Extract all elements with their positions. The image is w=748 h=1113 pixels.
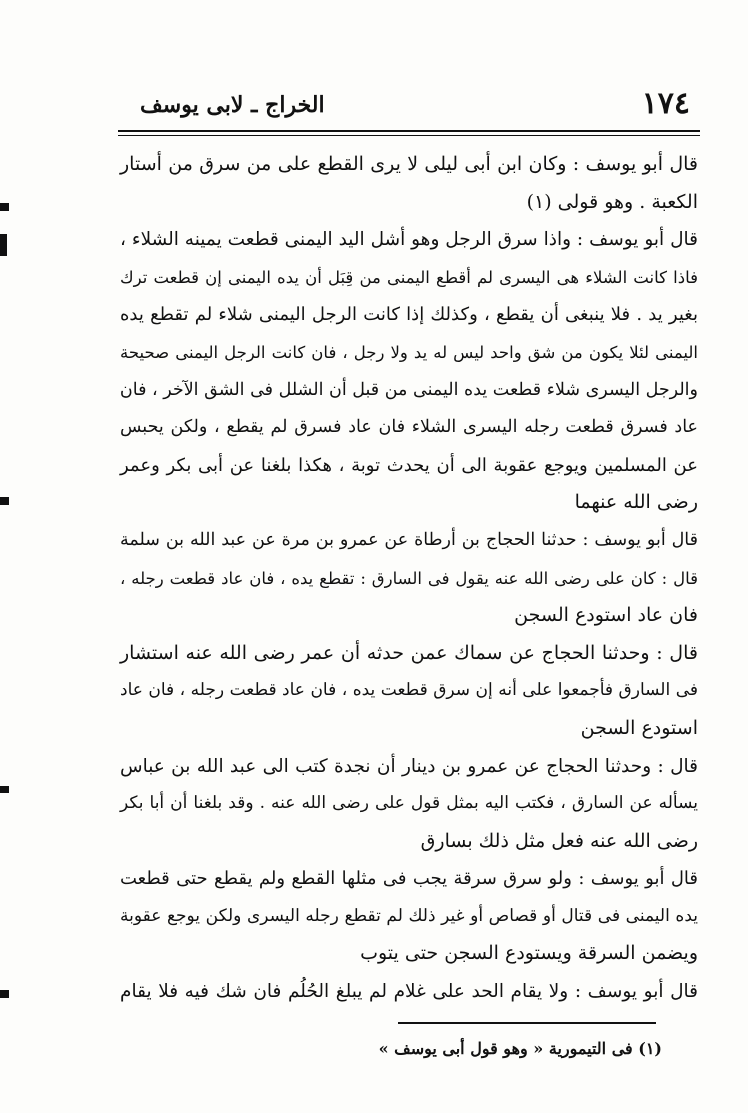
page-header: [130, 84, 690, 124]
binding-mark: [0, 203, 9, 211]
text-line: قال : وحدثنا الحجاج عن سماك عمن حدثه أن عمر رضى الله عنه استشار: [120, 641, 698, 664]
text-line: يسأله عن السارق ، فكتب اليه بمثل قول على رضى الله عنه . وقد بلغنا أن أبا بكر: [120, 793, 698, 814]
page-number: ١٧٤: [641, 86, 690, 121]
page-body: [120, 146, 698, 1011]
text-line: عن المسلمين ويوجع عقوبة الى أن يحدث توبة ، هكذا بلغنا عن أبى بكر وعمر: [120, 454, 698, 476]
text-line: بغير يد . فلا ينبغى أن يقطع ، وكذلك إذا كانت الرجل اليمنى شلاء لم تقطع يده: [120, 304, 698, 326]
paragraph: [120, 748, 698, 861]
text-line: قال أبو يوسف : ولا يقام الحد على غلام لم يبلغ الحُلُم فان شك فيه فلا يقام: [120, 981, 698, 1003]
text-line: رضى الله عنهما: [574, 491, 698, 514]
header-rule-thin: [118, 135, 700, 136]
footnote: (١) فى التيمورية « وهو قول أبى يوسف »: [378, 1039, 662, 1058]
binding-mark: [0, 497, 9, 505]
paragraph: [120, 635, 698, 748]
text-line: قال أبو يوسف : وكان ابن أبى ليلى لا يرى القطع على من سرق من أستار: [120, 153, 698, 175]
binding-mark: [0, 234, 7, 256]
footnote-rule: [398, 1022, 656, 1024]
text-line: والرجل اليسرى شلاء قطعت يده اليمنى من قبل أن الشلل فى الشق الآخر ، فان: [119, 379, 698, 400]
text-line: رضى الله عنه فعل مثل ذلك بسارق: [420, 829, 698, 852]
text-line: فاذا كانت الشلاء هى اليسرى لم أقطع اليمنى من قِبَل أن يده اليمنى إن قطعت ترك: [120, 267, 698, 287]
paragraph: [120, 522, 698, 635]
text-line: قال أبو يوسف : ولو سرق سرقة يجب فى مثلها القطع ولم يقطع حتى قطعت: [120, 868, 698, 890]
binding-mark: [0, 786, 9, 793]
text-line: فى السارق فأجمعوا على أنه إن سرق قطعت يده ، فان عاد قطعت رجله ، فان عاد: [120, 680, 698, 701]
text-line: استودع السجن: [580, 716, 698, 739]
text-line: فان عاد استودع السجن: [514, 604, 698, 627]
text-line: يده اليمنى فى قتال أو قصاص أو غير ذلك لم تقطع رجله اليسرى ولكن يوجع عقوبة: [120, 905, 698, 926]
binding-mark: [0, 990, 9, 998]
text-line: عاد فسرق قطعت رجله اليسرى الشلاء فان عاد فسرق لم يقطع ، ولكن يحبس: [120, 417, 698, 438]
text-line: اليمنى لئلا يكون من شق واحد ليس له يد ولا رجل ، فان كانت الرجل اليمنى صحيحة: [120, 342, 698, 362]
text-line: قال : وحدثنا الحجاج عن عمرو بن دينار أن نجدة كتب الى عبد الله بن عباس: [120, 755, 698, 777]
text-line: قال أبو يوسف : حدثنا الحجاج بن أرطاة عن عمرو بن مرة عن عبد الله بن سلمة: [120, 529, 698, 550]
text-line: قال أبو يوسف : واذا سرق الرجل وهو أشل اليد اليمنى قطعت يمينه الشلاء ،: [120, 229, 698, 251]
paragraph: [120, 146, 698, 221]
text-line: الكعبة . وهو قولى (١): [526, 190, 698, 213]
header-rule: [118, 130, 700, 132]
paragraph: [120, 221, 698, 522]
paragraph: [120, 860, 698, 973]
text-line: ويضمن السرقة ويستودع السجن حتى يتوب: [360, 942, 698, 965]
paragraph: [120, 973, 698, 1011]
text-line: قال : كان على رضى الله عنه يقول فى السارق : تقطع يده ، فان عاد قطعت رجله ،: [120, 568, 698, 588]
running-title: الخراج ـ لابى يوسف: [140, 92, 325, 118]
